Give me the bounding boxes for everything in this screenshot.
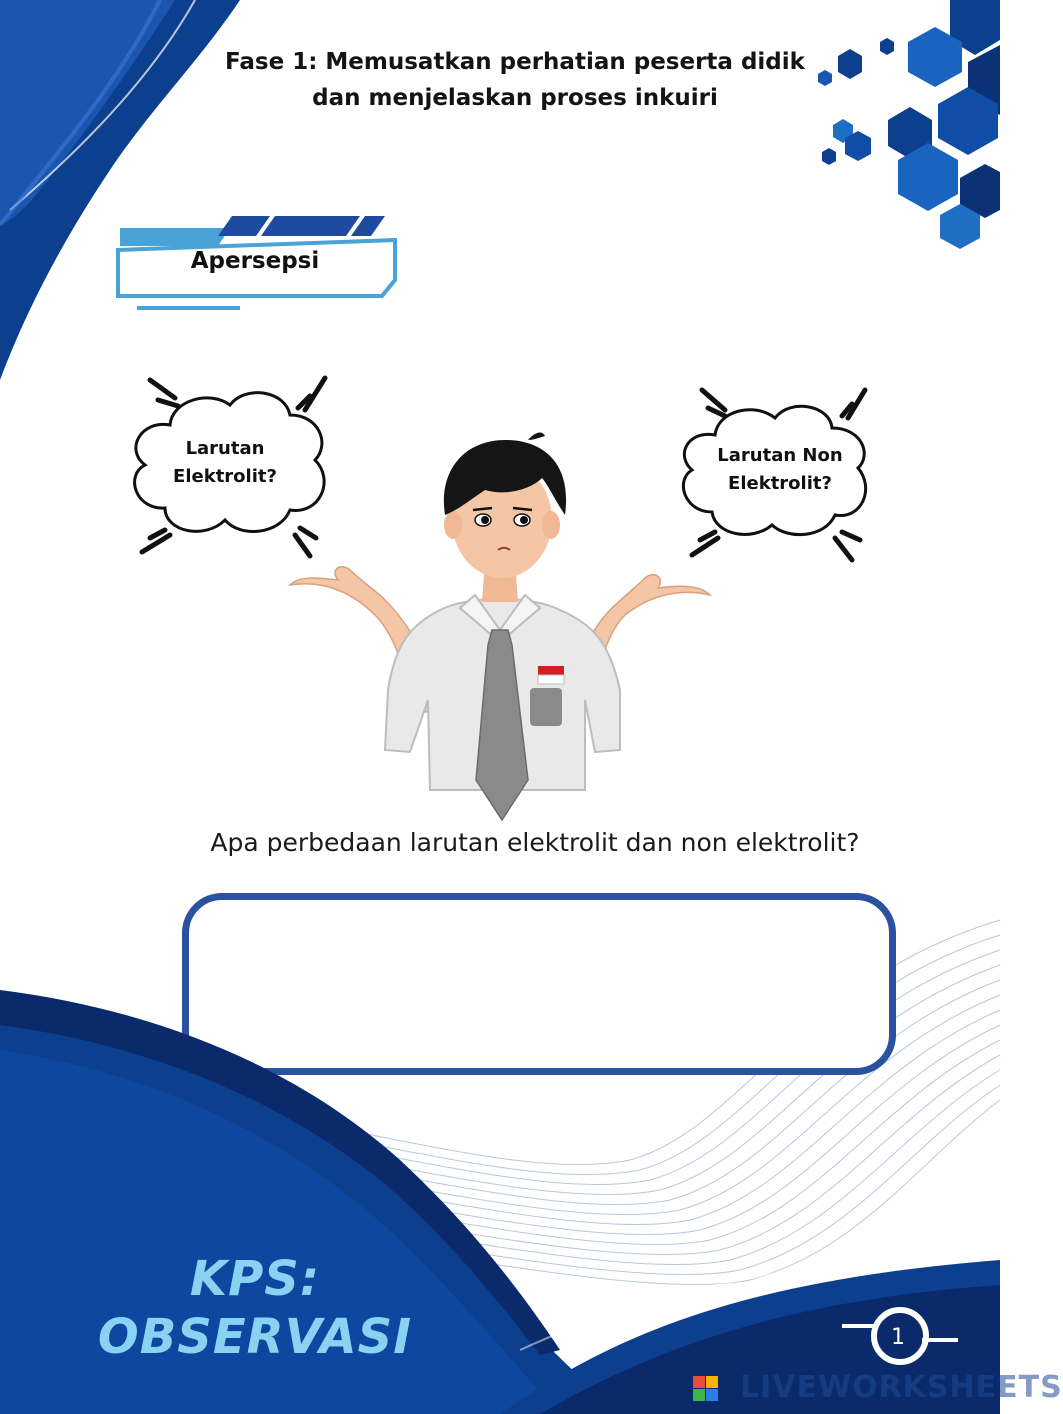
cloud-left-line2: Elektrolit? xyxy=(173,466,277,487)
cloud-right-text xyxy=(700,442,860,498)
question-text: Apa perbedaan larutan elektrolit dan non elektrolit? xyxy=(210,828,860,857)
page-number: 1 xyxy=(891,1325,905,1350)
cloud-left-line1: Larutan xyxy=(185,438,265,459)
kps-line2: OBSERVASI xyxy=(97,1309,413,1365)
title-line-2: dan menjelaskan proses inkuiri xyxy=(312,85,718,111)
kps-label xyxy=(80,1250,430,1366)
page-title xyxy=(200,44,830,116)
cloud-right-line1: Larutan Non xyxy=(717,445,843,466)
title-line-1: Fase 1: Memusatkan perhatian peserta didik xyxy=(225,49,805,75)
cloud-left-text xyxy=(150,435,300,491)
section-tag-label: Apersepsi xyxy=(190,248,320,274)
kps-line1: KPS: xyxy=(189,1251,321,1307)
watermark-text: LIVEWORKSHEETS xyxy=(740,1370,1063,1405)
cloud-right-line2: Elektrolit? xyxy=(728,473,832,494)
liveworksheets-logo-icon xyxy=(693,1376,719,1402)
student-illustration xyxy=(280,430,720,830)
hexagon-decoration xyxy=(800,0,1000,260)
